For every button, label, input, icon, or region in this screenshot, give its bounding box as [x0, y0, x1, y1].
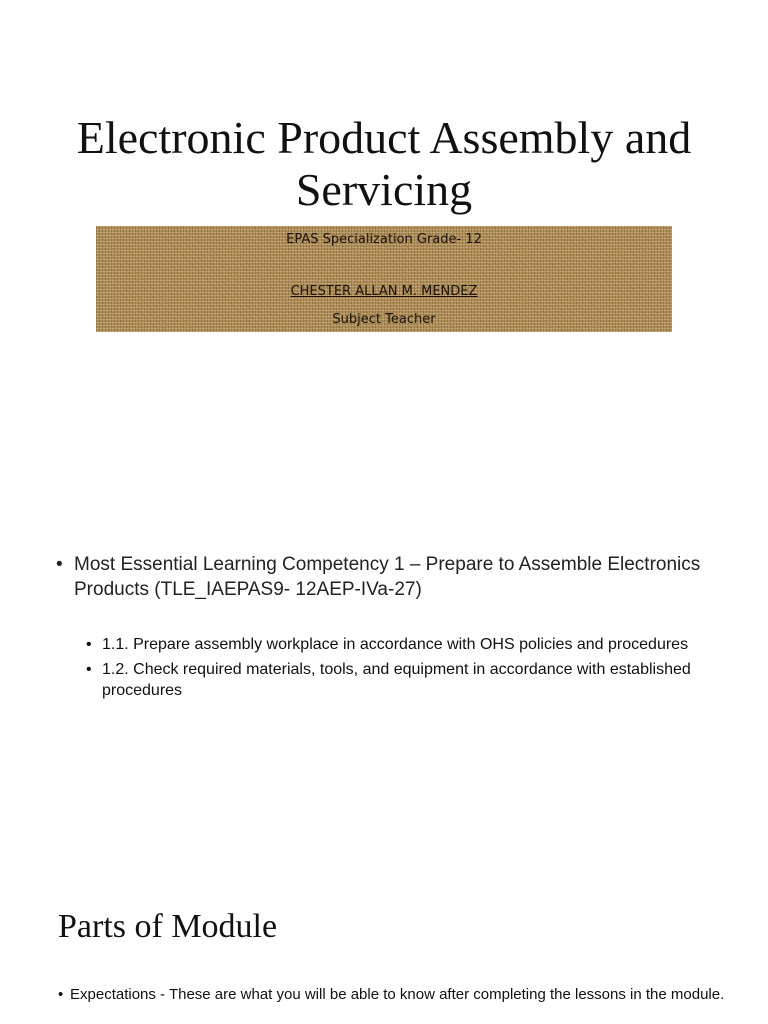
competency-list	[56, 552, 716, 602]
subtitle-banner	[96, 226, 672, 332]
teacher-name: CHESTER ALLAN M. MENDEZ	[290, 284, 478, 299]
teacher-role: Subject Teacher	[332, 312, 436, 327]
section-title: Parts of Module	[58, 908, 278, 945]
sub-bullet: • 1.2. Check required materials, tools, and equipment in accordance with established procedures	[86, 659, 696, 701]
specialization-label: EPAS Specialization Grade- 12	[286, 232, 482, 247]
module-parts-list	[56, 985, 736, 1004]
slide-title: Electronic Product Assembly and Servicing	[76, 112, 692, 215]
sub-competency-list	[86, 634, 696, 705]
competency-bullet: • Most Essential Learning Competency 1 – Prepare to Assemble Electronics Products (TLE_IAEPAS9- 12AEP-IVa-27)	[56, 552, 716, 602]
module-part-bullet: • Expectations - These are what you will be able to know after completing the lessons in the module.	[56, 985, 736, 1004]
sub-bullet: • 1.1. Prepare assembly workplace in accordance with OHS policies and procedures	[86, 634, 696, 655]
